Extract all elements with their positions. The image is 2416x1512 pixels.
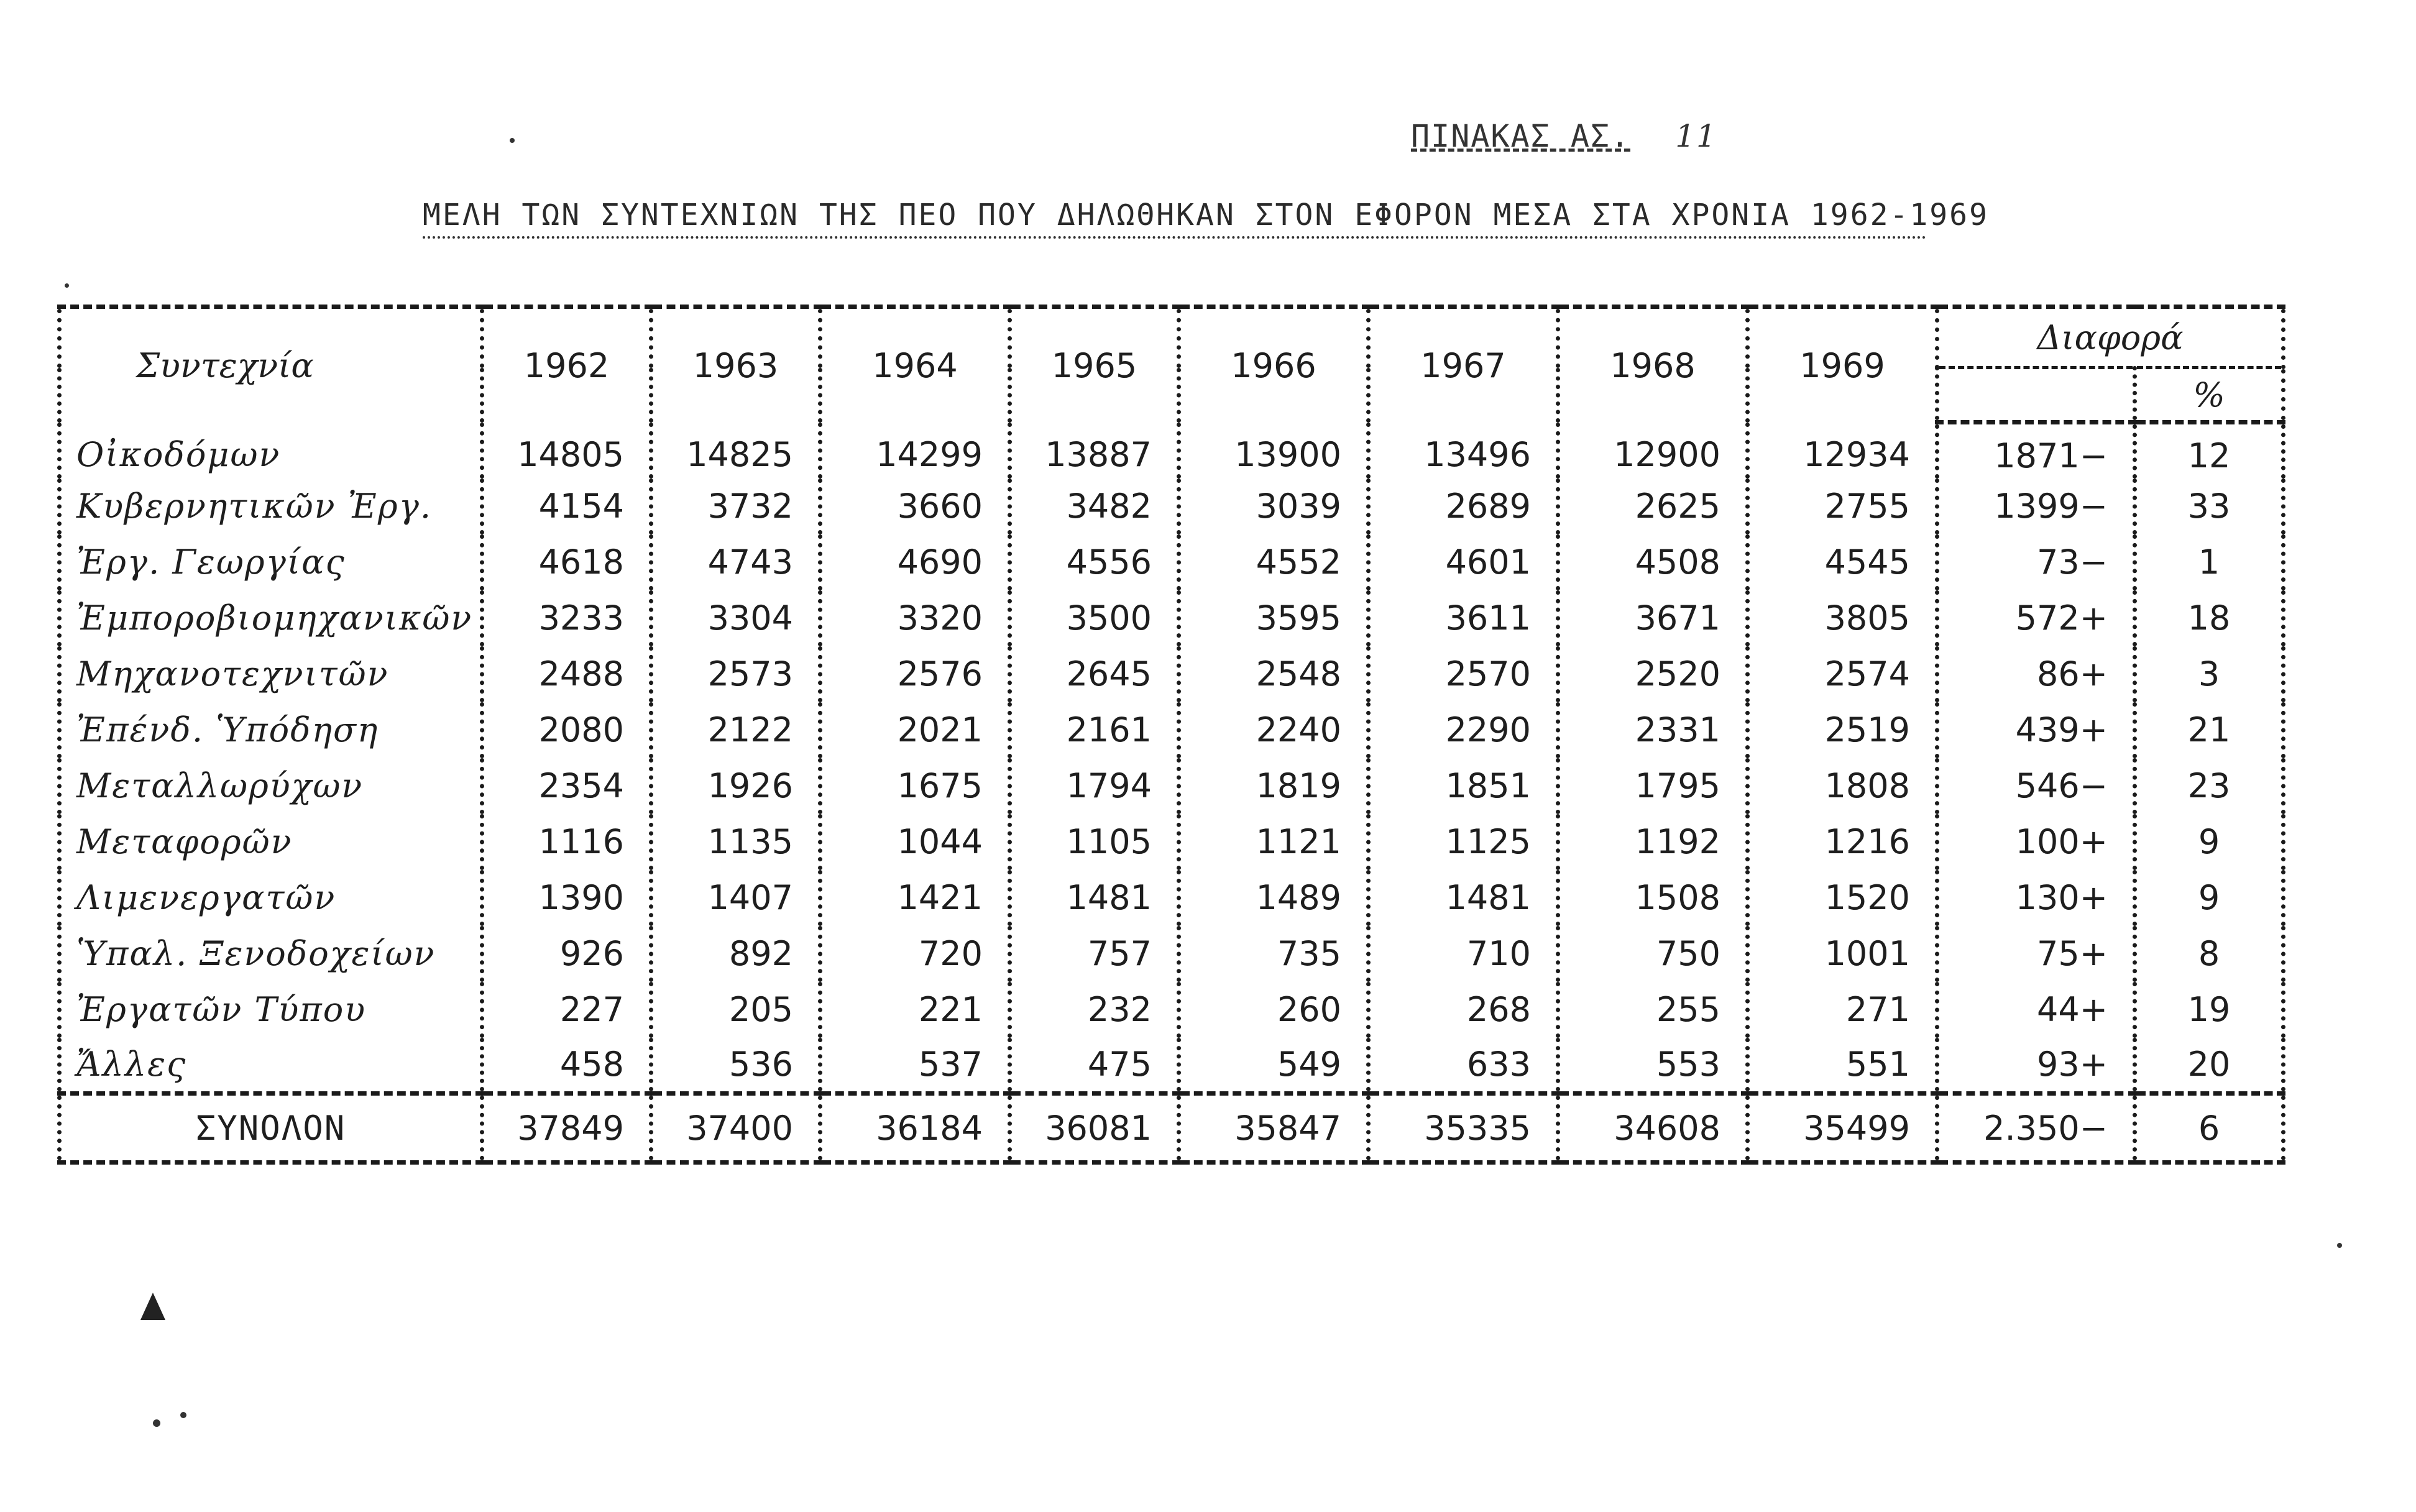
percent-value: 23 xyxy=(2135,758,2284,814)
year-value: 4545 xyxy=(1748,534,1937,590)
year-value: 1819 xyxy=(1179,758,1369,814)
year-value: 227 xyxy=(482,982,651,1038)
difference-value: 93+ xyxy=(1937,1038,2135,1094)
total-cell: 35499 xyxy=(1748,1094,1937,1163)
percent-value: 9 xyxy=(2135,814,2284,870)
union-name: Ὑπαλ. Ξενοδοχείων xyxy=(60,926,482,982)
year-value: 2080 xyxy=(482,702,651,758)
year-value: 3500 xyxy=(1010,590,1179,646)
table-row xyxy=(60,479,2284,534)
year-value: 1001 xyxy=(1748,926,1937,982)
table-body xyxy=(60,423,2284,1094)
year-value: 2290 xyxy=(1369,702,1558,758)
percent-value: 20 xyxy=(2135,1038,2284,1094)
year-value: 2519 xyxy=(1748,702,1937,758)
year-value: 536 xyxy=(651,1038,820,1094)
scan-speck xyxy=(153,1419,160,1427)
difference-value: 572+ xyxy=(1937,590,2135,646)
percent-value: 19 xyxy=(2135,982,2284,1038)
header-union: Συντεχνία xyxy=(60,307,482,423)
table-number xyxy=(1411,118,1717,154)
table-number-value: 11 xyxy=(1675,118,1717,154)
header-year: 1962 xyxy=(482,307,651,423)
year-value: 1481 xyxy=(1369,870,1558,926)
year-value: 1851 xyxy=(1369,758,1558,814)
percent-value: 3 xyxy=(2135,646,2284,702)
year-value: 633 xyxy=(1369,1038,1558,1094)
year-value: 1508 xyxy=(1558,870,1748,926)
union-name: Μεταλλωρύχων xyxy=(60,758,482,814)
header-row xyxy=(60,307,2284,368)
year-value: 14825 xyxy=(651,423,820,479)
year-value: 3611 xyxy=(1369,590,1558,646)
percent-value: 18 xyxy=(2135,590,2284,646)
total-row xyxy=(60,1094,2284,1163)
year-value: 3233 xyxy=(482,590,651,646)
year-value: 2354 xyxy=(482,758,651,814)
header-year: 1969 xyxy=(1748,307,1937,423)
percent-value: 8 xyxy=(2135,926,2284,982)
difference-value: 1871− xyxy=(1937,423,2135,479)
year-value: 1105 xyxy=(1010,814,1179,870)
year-value: 1407 xyxy=(651,870,820,926)
year-value: 1675 xyxy=(820,758,1010,814)
year-value: 1121 xyxy=(1179,814,1369,870)
difference-value: 1399− xyxy=(1937,479,2135,534)
union-name: Μεταφορῶν xyxy=(60,814,482,870)
table-row xyxy=(60,758,2284,814)
total-difference: 2.350− xyxy=(1937,1094,2135,1163)
year-value: 3039 xyxy=(1179,479,1369,534)
year-value: 1044 xyxy=(820,814,1010,870)
total-cell: 36081 xyxy=(1010,1094,1179,1163)
union-name: Λιμενεργατῶν xyxy=(60,870,482,926)
total-percent: 6 xyxy=(2135,1094,2284,1163)
union-name: Ἐργατῶν Τύπου xyxy=(60,982,482,1038)
percent-value: 12 xyxy=(2135,423,2284,479)
scan-speck xyxy=(65,283,69,288)
year-value: 2625 xyxy=(1558,479,1748,534)
scan-mark xyxy=(140,1293,165,1320)
year-value: 1481 xyxy=(1010,870,1179,926)
year-value: 3595 xyxy=(1179,590,1369,646)
table-label: ΠΙΝΑΚΑΣ ΑΣ. xyxy=(1411,118,1631,154)
difference-value: 546− xyxy=(1937,758,2135,814)
year-value: 3805 xyxy=(1748,590,1937,646)
year-value: 13496 xyxy=(1369,423,1558,479)
table-row xyxy=(60,646,2284,702)
year-value: 2240 xyxy=(1179,702,1369,758)
year-value: 1116 xyxy=(482,814,651,870)
header-difference-value xyxy=(1937,368,2135,423)
year-value: 255 xyxy=(1558,982,1748,1038)
year-value: 2331 xyxy=(1558,702,1748,758)
year-value: 4743 xyxy=(651,534,820,590)
year-value: 1794 xyxy=(1010,758,1179,814)
union-name: Ἐπένδ. Ὑπόδηση xyxy=(60,702,482,758)
year-value: 2488 xyxy=(482,646,651,702)
year-value: 4690 xyxy=(820,534,1010,590)
difference-value: 130+ xyxy=(1937,870,2135,926)
year-value: 4154 xyxy=(482,479,651,534)
year-value: 2755 xyxy=(1748,479,1937,534)
year-value: 260 xyxy=(1179,982,1369,1038)
year-value: 551 xyxy=(1748,1038,1937,1094)
header-percent: % xyxy=(2135,368,2284,423)
year-value: 13900 xyxy=(1179,423,1369,479)
year-value: 3660 xyxy=(820,479,1010,534)
year-value: 3320 xyxy=(820,590,1010,646)
header-difference: Διαφορά xyxy=(1937,307,2284,368)
year-value: 710 xyxy=(1369,926,1558,982)
table-row xyxy=(60,590,2284,646)
table-row xyxy=(60,1038,2284,1094)
year-value: 750 xyxy=(1558,926,1748,982)
total-cell: 36184 xyxy=(820,1094,1010,1163)
percent-value: 9 xyxy=(2135,870,2284,926)
year-value: 735 xyxy=(1179,926,1369,982)
year-value: 12934 xyxy=(1748,423,1937,479)
year-value: 2689 xyxy=(1369,479,1558,534)
header-year: 1963 xyxy=(651,307,820,423)
year-value: 757 xyxy=(1010,926,1179,982)
year-value: 537 xyxy=(820,1038,1010,1094)
percent-value: 33 xyxy=(2135,479,2284,534)
total-cell: 37849 xyxy=(482,1094,651,1163)
table-row xyxy=(60,926,2284,982)
year-value: 14299 xyxy=(820,423,1010,479)
year-value: 2021 xyxy=(820,702,1010,758)
difference-value: 100+ xyxy=(1937,814,2135,870)
total-cell: 35847 xyxy=(1179,1094,1369,1163)
year-value: 3482 xyxy=(1010,479,1179,534)
year-value: 1390 xyxy=(482,870,651,926)
table-row xyxy=(60,423,2284,479)
year-value: 2161 xyxy=(1010,702,1179,758)
union-name: Μηχανοτεχνιτῶν xyxy=(60,646,482,702)
year-value: 926 xyxy=(482,926,651,982)
year-value: 2548 xyxy=(1179,646,1369,702)
year-value: 458 xyxy=(482,1038,651,1094)
year-value: 2573 xyxy=(651,646,820,702)
year-value: 1926 xyxy=(651,758,820,814)
table-row xyxy=(60,534,2284,590)
header-year: 1964 xyxy=(820,307,1010,423)
year-value: 1125 xyxy=(1369,814,1558,870)
year-value: 475 xyxy=(1010,1038,1179,1094)
union-name: Ἄλλες xyxy=(60,1038,482,1094)
year-value: 268 xyxy=(1369,982,1558,1038)
year-value: 221 xyxy=(820,982,1010,1038)
year-value: 2576 xyxy=(820,646,1010,702)
year-value: 4556 xyxy=(1010,534,1179,590)
year-value: 1520 xyxy=(1748,870,1937,926)
union-name: Ἐμποροβιομηχανικῶν xyxy=(60,590,482,646)
year-value: 12900 xyxy=(1558,423,1748,479)
union-name: Κυβερνητικῶν Ἐργ. xyxy=(60,479,482,534)
year-value: 2122 xyxy=(651,702,820,758)
year-value: 1808 xyxy=(1748,758,1937,814)
difference-value: 86+ xyxy=(1937,646,2135,702)
total-cell: 35335 xyxy=(1369,1094,1558,1163)
union-members-table xyxy=(57,305,2285,1165)
document-title: ΜΕΛΗ ΤΩΝ ΣΥΝΤΕΧΝΙΩΝ ΤΗΣ ΠΕΟ ΠΟΥ ΔΗΛΩΘΗΚΑΝ ΣΤΟΝ ΕΦΟΡΟΝ ΜΕΣΑ ΣΤΑ ΧΡΟΝΙΑ 1962-1969 xyxy=(423,198,1927,239)
year-value: 1421 xyxy=(820,870,1010,926)
year-value: 4508 xyxy=(1558,534,1748,590)
year-value: 2574 xyxy=(1748,646,1937,702)
year-value: 4618 xyxy=(482,534,651,590)
header-year: 1966 xyxy=(1179,307,1369,423)
header-year: 1965 xyxy=(1010,307,1179,423)
year-value: 4601 xyxy=(1369,534,1558,590)
difference-value: 44+ xyxy=(1937,982,2135,1038)
year-value: 4552 xyxy=(1179,534,1369,590)
union-name: Ἐργ. Γεωργίας xyxy=(60,534,482,590)
year-value: 1795 xyxy=(1558,758,1748,814)
year-value: 3304 xyxy=(651,590,820,646)
year-value: 2570 xyxy=(1369,646,1558,702)
year-value: 1135 xyxy=(651,814,820,870)
year-value: 232 xyxy=(1010,982,1179,1038)
total-cell: 34608 xyxy=(1558,1094,1748,1163)
year-value: 2645 xyxy=(1010,646,1179,702)
year-value: 2520 xyxy=(1558,646,1748,702)
difference-value: 75+ xyxy=(1937,926,2135,982)
year-value: 3732 xyxy=(651,479,820,534)
year-value: 271 xyxy=(1748,982,1937,1038)
percent-value: 21 xyxy=(2135,702,2284,758)
table-row xyxy=(60,814,2284,870)
year-value: 553 xyxy=(1558,1038,1748,1094)
year-value: 3671 xyxy=(1558,590,1748,646)
total-label: ΣΥΝΟΛΟΝ xyxy=(60,1094,482,1163)
difference-value: 439+ xyxy=(1937,702,2135,758)
union-name: Οἰκοδόμων xyxy=(60,423,482,479)
scan-speck xyxy=(510,138,515,143)
difference-value: 73− xyxy=(1937,534,2135,590)
table-row xyxy=(60,870,2284,926)
year-value: 1216 xyxy=(1748,814,1937,870)
total-cell: 37400 xyxy=(651,1094,820,1163)
percent-value: 1 xyxy=(2135,534,2284,590)
year-value: 549 xyxy=(1179,1038,1369,1094)
year-value: 205 xyxy=(651,982,820,1038)
year-value: 1489 xyxy=(1179,870,1369,926)
year-value: 13887 xyxy=(1010,423,1179,479)
table-row xyxy=(60,702,2284,758)
scan-speck xyxy=(180,1412,186,1418)
table-row xyxy=(60,982,2284,1038)
year-value: 720 xyxy=(820,926,1010,982)
year-value: 14805 xyxy=(482,423,651,479)
header-year: 1967 xyxy=(1369,307,1558,423)
scan-speck xyxy=(2337,1243,2342,1248)
year-value: 892 xyxy=(651,926,820,982)
year-value: 1192 xyxy=(1558,814,1748,870)
header-year: 1968 xyxy=(1558,307,1748,423)
